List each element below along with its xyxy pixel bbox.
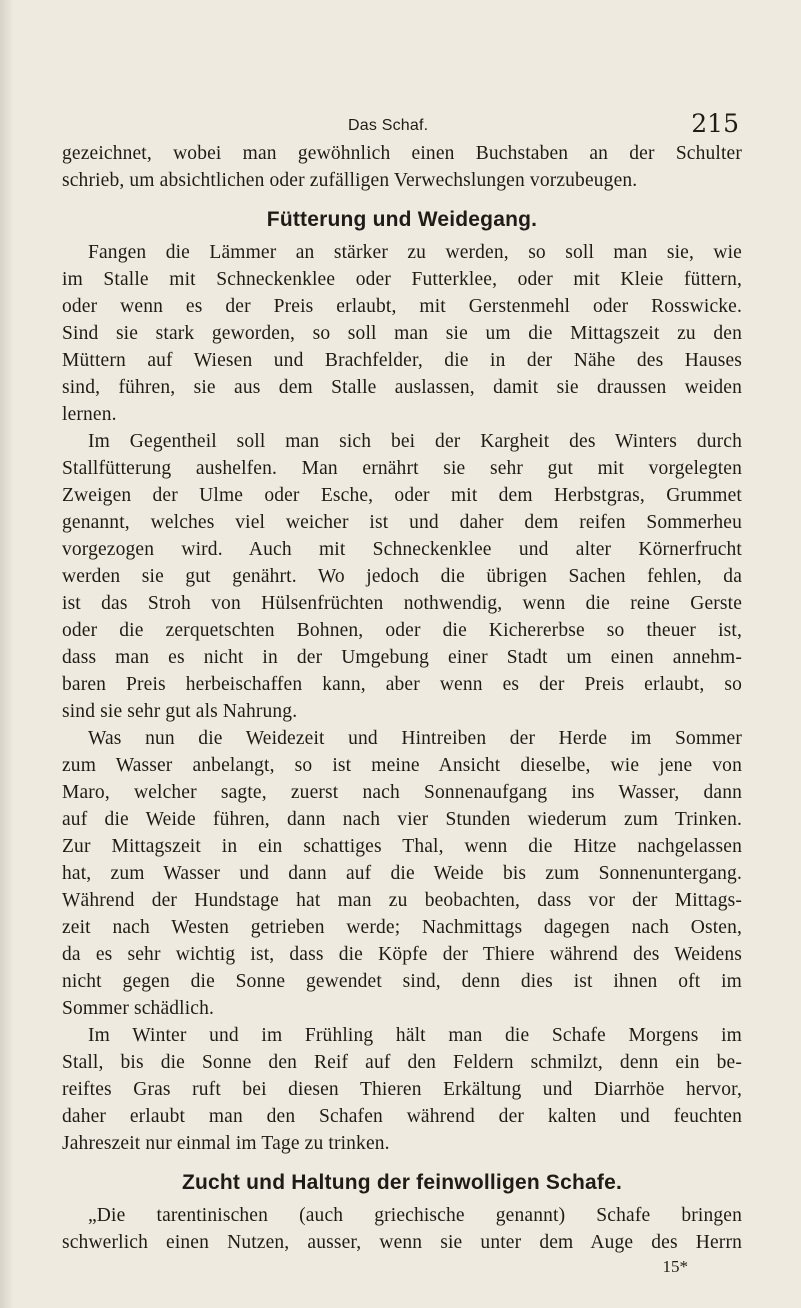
text-line: Sind sie stark geworden, so soll man sie um die Mittagszeit zu den — [62, 323, 742, 344]
paragraph — [62, 725, 742, 1022]
section-heading-zucht: Zucht und Haltung der feinwolligen Schafe. — [181, 1171, 623, 1194]
text-line: hat, zum Wasser und dann auf die Weide bis zum Sonnenuntergang. — [62, 863, 742, 884]
text-line: werden sie gut genährt. Wo jedoch die übrigen Sachen fehlen, da — [62, 566, 742, 587]
text-line: lernen. — [62, 404, 117, 425]
text-line: Während der Hundstage hat man zu beobachten, dass vor der Mittags- — [62, 890, 742, 911]
text-line: „Die tarentinischen (auch griechische genannt) Schafe bringen — [88, 1205, 742, 1226]
text-line: sind, führen, sie aus dem Stalle auslassen, damit sie draussen weiden — [62, 377, 742, 398]
text-line: da es sehr wichtig ist, dass die Köpfe der Thiere während des Weidens — [62, 944, 742, 965]
paragraph — [62, 1202, 742, 1256]
intro-paragraph — [62, 140, 742, 194]
paragraph — [62, 239, 742, 428]
text-line: baren Preis herbeischaffen kann, aber wenn es der Preis erlaubt, so — [62, 674, 742, 695]
text-line: Maro, welcher sagte, zuerst nach Sonnenaufgang ins Wasser, dann — [62, 782, 742, 803]
text-line: Stallfütterung aushelfen. Man ernährt sie sehr gut mit vorgelegten — [62, 458, 742, 479]
text-line: dass man es nicht in der Umgebung einer Stadt um einen annehm- — [62, 647, 742, 668]
text-line: Im Gegentheil soll man sich bei der Kargheit des Winters durch — [88, 431, 742, 452]
text-line: gezeichnet, wobei man gewöhnlich einen Buchstaben an der Schulter — [62, 143, 742, 164]
text-line: nicht gegen die Sonne gewendet sind, denn dies ist ihnen oft im — [62, 971, 742, 992]
text-line: im Stalle mit Schneckenklee oder Futterklee, oder mit Kleie füttern, — [62, 269, 742, 290]
text-line: zum Wasser anbelangt, so ist meine Ansicht dieselbe, wie jene von — [62, 755, 742, 776]
paragraph — [62, 428, 742, 725]
text-line: Jahreszeit nur einmal im Tage zu trinken. — [62, 1133, 390, 1154]
page-number: 215 — [691, 109, 739, 138]
paragraph — [62, 1022, 742, 1157]
text-line: zeit nach Westen getrieben werde; Nachmittags dagegen nach Osten, — [62, 917, 742, 938]
text-line: sind sie sehr gut als Nahrung. — [62, 701, 298, 722]
section-heading-fuetterung: Fütterung und Weidegang. — [266, 208, 538, 231]
text-line: oder die zerquetschten Bohnen, oder die Kichererbse so theuer ist, — [62, 620, 742, 641]
text-line: Zur Mittagszeit in ein schattiges Thal, wenn die Hitze nachgelassen — [62, 836, 742, 857]
page-edge-shadow — [0, 0, 14, 1308]
text-line: vorgezogen wird. Auch mit Schneckenklee und alter Körnerfrucht — [62, 539, 742, 560]
signature-mark: 15* — [662, 1257, 688, 1276]
text-line: Sommer schädlich. — [62, 998, 215, 1019]
text-line: Stall, bis die Sonne den Reif auf den Feldern schmilzt, denn ein be- — [62, 1052, 742, 1073]
text-line: ist das Stroh von Hülsenfrüchten nothwendig, wenn die reine Gerste — [62, 593, 742, 614]
text-line: auf die Weide führen, dann nach vier Stunden wiederum zum Trinken. — [62, 809, 742, 830]
text-line: Im Winter und im Frühling hält man die Schafe Morgens im — [88, 1025, 742, 1046]
running-title: Das Schaf. — [348, 117, 429, 134]
text-line: reiftes Gras ruft bei diesen Thieren Erkältung und Diarrhöe hervor, — [62, 1079, 742, 1100]
text-line: genannt, welches viel weicher ist und daher dem reifen Sommerheu — [62, 512, 742, 533]
text-line: schwerlich einen Nutzen, ausser, wenn sie unter dem Auge des Herrn — [62, 1232, 742, 1253]
page-body — [62, 140, 742, 1278]
text-line: Zweigen der Ulme oder Esche, oder mit dem Herbstgras, Grummet — [62, 485, 742, 506]
text-line: oder wenn es der Preis erlaubt, mit Gerstenmehl oder Rosswicke. — [62, 296, 742, 317]
text-line: Fangen die Lämmer an stärker zu werden, so soll man sie, wie — [88, 242, 742, 263]
text-line: daher erlaubt man den Schafen während der kalten und feuchten — [62, 1106, 742, 1127]
text-line: schrieb, um absichtlichen oder zufälligen Verwechslungen vorzubeugen. — [62, 170, 638, 191]
text-line: Müttern auf Wiesen und Brachfelder, die in der Nähe des Hauses — [62, 350, 742, 371]
text-line: Was nun die Weidezeit und Hintreiben der Herde im Sommer — [88, 728, 742, 749]
